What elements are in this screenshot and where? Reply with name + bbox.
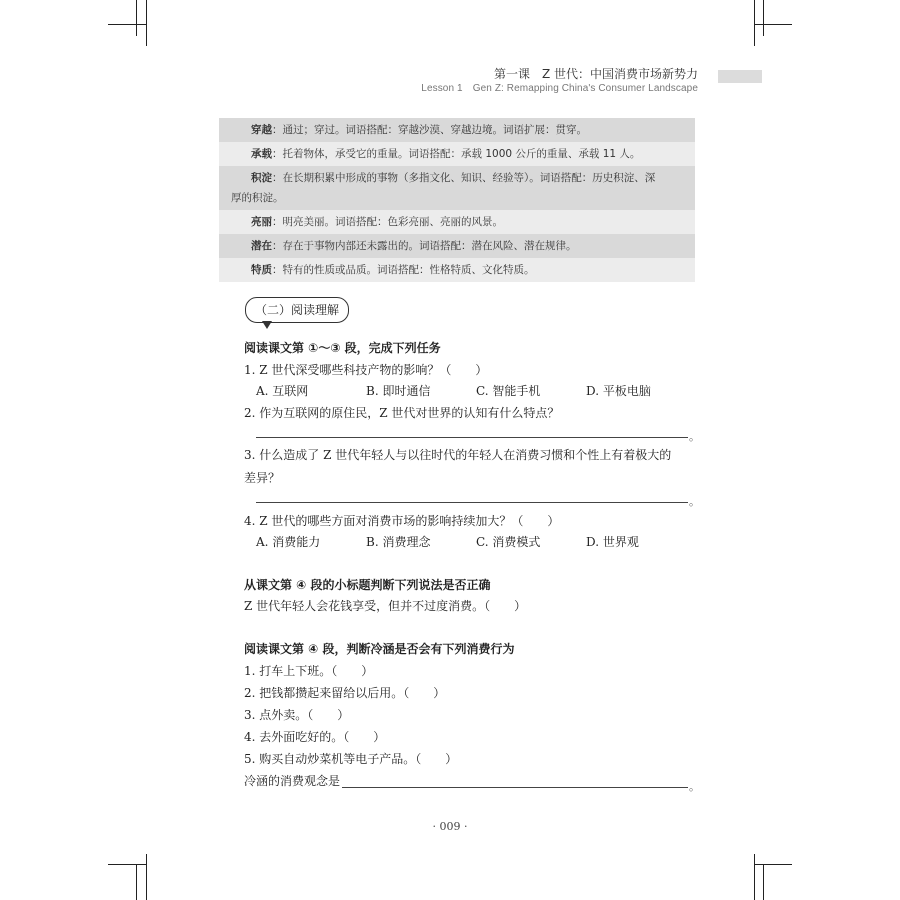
q1-option-c[interactable]: C. 智能手机	[476, 384, 541, 398]
part1-instruction: 阅读课文第 ①～③ 段，完成下列任务	[244, 341, 441, 355]
consumption-concept-prompt: 冷涵的消费观念是	[244, 774, 341, 788]
vocab-word: 承载	[251, 148, 272, 160]
crop-mark-top-left-h	[108, 24, 146, 25]
q4-option-d[interactable]: D. 世界观	[586, 535, 639, 549]
q4-option-c[interactable]: C. 消费模式	[476, 535, 541, 549]
crop-mark-bottom-right-v	[763, 864, 764, 900]
true-false-statement: Z 世代年轻人会花钱享受，但并不过度消费。（ ）	[244, 599, 527, 613]
question-3-continued: 差异？	[244, 471, 281, 485]
crop-mark-bottom-right-h	[754, 864, 792, 865]
section-label-reading-comprehension: （二）阅读理解	[245, 297, 349, 323]
q4-option-a[interactable]: A. 消费能力	[256, 535, 321, 549]
vocab-definition: ：托着物体，承受它的重量。词语搭配：承载 1000 公斤的重量、承载 11 人。	[272, 148, 641, 160]
vocab-word: 积淀	[251, 172, 272, 184]
running-header-subtitle: Lesson 1 Gen Z: Remapping China's Consumer Landscape	[421, 83, 698, 94]
section-label-pointer	[262, 321, 272, 329]
page-number: · 009 ·	[432, 820, 468, 833]
running-header-title: 第一课 Z 世代：中国消费市场新势力	[493, 67, 698, 81]
consumption-concept-period: 。	[689, 780, 700, 793]
crop-mark-top-right-v	[763, 0, 764, 36]
behavior-item: 2. 把钱都攒起来留给以后用。（ ）	[244, 686, 446, 700]
vocab-word: 特质	[251, 264, 272, 276]
vocab-word: 亮丽	[251, 216, 272, 228]
part2-instruction: 从课文第 ④ 段的小标题判断下列说法是否正确	[244, 578, 491, 592]
q2-answer-line[interactable]	[256, 437, 688, 438]
vocabulary-box	[219, 118, 695, 282]
vocab-word: 穿越	[251, 124, 272, 136]
behavior-item: 5. 购买自动炒菜机等电子产品。（ ）	[244, 752, 458, 766]
crop-mark-bottom-left-v2	[146, 854, 147, 900]
q4-option-b[interactable]: B. 消费理念	[366, 535, 431, 549]
behavior-item: 1. 打车上下班。（ ）	[244, 664, 374, 678]
q1-option-d[interactable]: D. 平板电脑	[586, 384, 651, 398]
question-3: 3. 什么造成了 Z 世代年轻人与以往时代的年轻人在消费习惯和个性上有着极大的	[244, 448, 672, 462]
q3-answer-period: 。	[689, 495, 700, 508]
q2-answer-period: 。	[689, 430, 700, 443]
vocab-word: 潜在	[251, 240, 272, 252]
part3-instruction: 阅读课文第 ④ 段，判断冷涵是否会有下列消费行为	[244, 642, 515, 656]
vocab-row-continued	[219, 187, 695, 210]
q1-option-a[interactable]: A. 互联网	[256, 384, 309, 398]
vocab-row	[219, 210, 695, 234]
vocab-definition: ：在长期积累中形成的事物（多指文化、知识、经验等）。词语搭配：历史积淀、深	[272, 172, 656, 184]
crop-mark-top-left-v	[136, 0, 137, 36]
behavior-item: 3. 点外卖。（ ）	[244, 708, 350, 722]
crop-mark-bottom-left-v	[136, 864, 137, 900]
behavior-item: 4. 去外面吃好的。（ ）	[244, 730, 386, 744]
vocab-definition: 厚的积淀。	[231, 192, 284, 204]
crop-mark-bottom-right-v2	[754, 854, 755, 900]
vocab-row	[219, 118, 695, 142]
vocab-row	[219, 234, 695, 258]
vocab-row	[219, 142, 695, 166]
vocab-definition: ：通过；穿过。词语搭配：穿越沙漠、穿越边境。词语扩展：贯穿。	[272, 124, 587, 136]
question-1: 1. Z 世代深受哪些科技产物的影响？（ ）	[244, 363, 488, 377]
consumption-concept-answer-line[interactable]	[342, 787, 688, 788]
crop-mark-top-right-h	[754, 24, 792, 25]
q3-answer-line[interactable]	[256, 502, 688, 503]
question-2: 2. 作为互联网的原住民，Z 世代对世界的认知有什么特点？	[244, 406, 560, 420]
crop-mark-top-left-v2	[146, 0, 147, 46]
question-4: 4. Z 世代的哪些方面对消费市场的影响持续加大？（ ）	[244, 514, 560, 528]
vocab-definition: ：特有的性质或品质。词语搭配：性格特质、文化特质。	[272, 264, 535, 276]
header-accent-bar	[718, 70, 762, 83]
crop-mark-top-right-v2	[754, 0, 755, 46]
vocab-definition: ：存在于事物内部还未露出的。词语搭配：潜在风险、潜在规律。	[272, 240, 577, 252]
crop-mark-bottom-left-h	[108, 864, 146, 865]
vocab-row	[219, 166, 695, 187]
vocab-definition: ：明亮美丽。词语搭配：色彩亮丽、亮丽的风景。	[272, 216, 503, 228]
q1-option-b[interactable]: B. 即时通信	[366, 384, 431, 398]
vocab-row	[219, 258, 695, 282]
